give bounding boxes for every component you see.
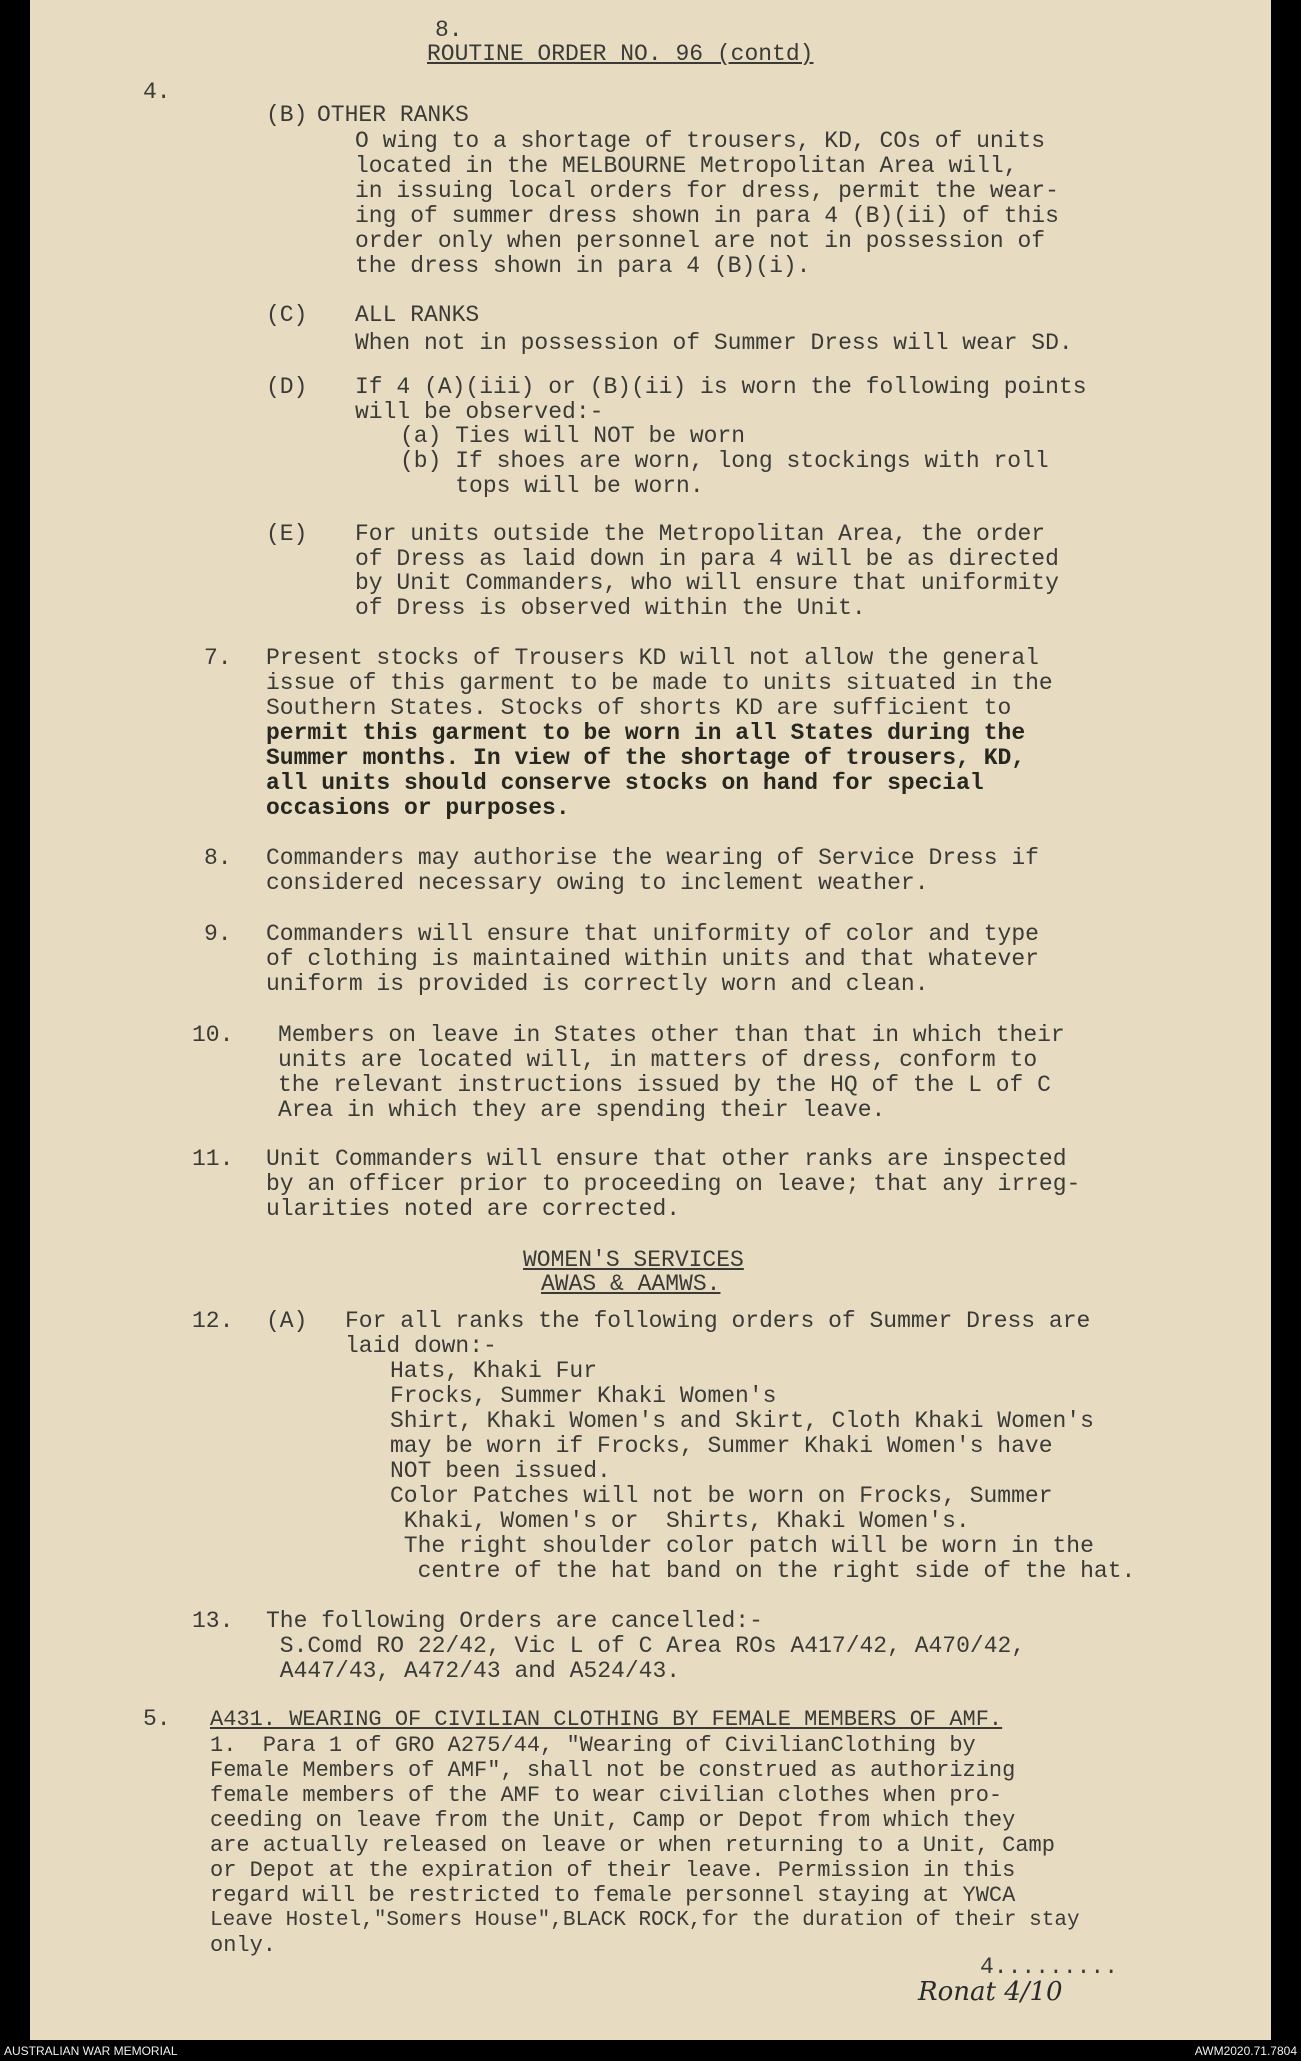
- body-line: or Depot at the expiration of their leave. Permission in this: [210, 1858, 1016, 1883]
- body-line: female members of the AMF to wear civilian clothes when pro-: [210, 1783, 1003, 1808]
- body-line: will be observed:-: [355, 399, 604, 425]
- body-line: Members on leave in States other than that in which their: [278, 1022, 1065, 1048]
- list-item: The right shoulder color patch will be worn in the: [390, 1533, 1094, 1559]
- body-line: permit this garment to be worn in all States during the: [266, 720, 1026, 746]
- body-line: S.Comd RO 22/42, Vic L of C Area ROs A417/42, A470/42,: [266, 1633, 1026, 1659]
- handwritten-annotation: Ronat 4/10: [918, 1977, 1063, 2007]
- body-line: order only when personnel are not in possession of: [355, 228, 1046, 254]
- list-item: (b) If shoes are worn, long stockings with roll: [400, 448, 1049, 474]
- list-item: NOT been issued.: [390, 1458, 611, 1484]
- list-item: centre of the hat band on the right side of the hat.: [390, 1558, 1136, 1584]
- body-line: 1. Para 1 of GRO A275/44, "Wearing of CivilianClothing by: [210, 1733, 976, 1758]
- body-line: Female Members of AMF", shall not be construed as authorizing: [210, 1758, 1016, 1783]
- body-line: by Unit Commanders, who will ensure that uniformity: [355, 570, 1059, 596]
- body-line: of Dress is observed within the Unit.: [355, 595, 866, 621]
- body-line: the relevant instructions issued by the HQ of the L of C: [278, 1072, 1051, 1098]
- body-line: O wing to a shortage of trousers, KD, COs of units: [355, 128, 1046, 154]
- section-number: 9.: [204, 921, 232, 947]
- body-line: considered necessary owing to inclement weather.: [266, 870, 929, 896]
- body-line: only.: [210, 1933, 277, 1958]
- section-number: 12.: [192, 1308, 234, 1334]
- body-line: Commanders may authorise the wearing of Service Dress if: [266, 845, 1039, 871]
- list-item: tops will be worn.: [400, 473, 704, 499]
- body-line: For all ranks the following orders of Summer Dress are: [345, 1308, 1091, 1334]
- body-line: Present stocks of Trousers KD will not allow the general: [266, 645, 1039, 671]
- body-line: laid down:-: [345, 1333, 497, 1359]
- subsection-label: (B): [266, 102, 308, 128]
- body-line: of Dress as laid down in para 4 will be as directed: [355, 546, 1059, 572]
- body-line: Commanders will ensure that uniformity of color and type: [266, 921, 1039, 947]
- section-heading: WOMEN'S SERVICES: [523, 1247, 744, 1273]
- subsection-label: (D): [266, 374, 308, 400]
- body-line: Leave Hostel,"Somers House",BLACK ROCK,for the duration of their stay: [210, 1909, 1080, 1932]
- section-number: 11.: [192, 1146, 234, 1172]
- subsection-heading: ALL RANKS: [355, 302, 480, 328]
- section-number: 5.: [143, 1706, 171, 1732]
- list-item: may be worn if Frocks, Summer Khaki Women's have: [390, 1433, 1053, 1459]
- list-item: Hats, Khaki Fur: [390, 1358, 598, 1384]
- body-line: all units should conserve stocks on hand for special: [266, 770, 984, 796]
- body-line: Unit Commanders will ensure that other ranks are inspected: [266, 1146, 1067, 1172]
- body-line: For units outside the Metropolitan Area, the order: [355, 521, 1046, 547]
- page-number: 8.: [435, 17, 463, 43]
- section-number: 4.: [143, 79, 171, 105]
- section-heading: AWAS & AAMWS.: [541, 1271, 721, 1297]
- body-line: regard will be restricted to female personnel staying at YWCA: [210, 1883, 1016, 1908]
- list-item: Khaki, Women's or Shirts, Khaki Women's.: [390, 1508, 970, 1534]
- body-line: of clothing is maintained within units and that whatever: [266, 946, 1039, 972]
- section-number: 7.: [204, 645, 232, 671]
- body-line: issue of this garment to be made to units situated in the: [266, 670, 1053, 696]
- footer-credit: AUSTRALIAN WAR MEMORIAL: [4, 2044, 178, 2058]
- body-line: ceeding on leave from the Unit, Camp or Depot from which they: [210, 1808, 1016, 1833]
- body-line: Southern States. Stocks of shorts KD are sufficient to: [266, 695, 1012, 721]
- subsection-label: (E): [266, 521, 308, 547]
- list-item: Shirt, Khaki Women's and Skirt, Cloth Khaki Women's: [390, 1408, 1094, 1434]
- body-line: occasions or purposes.: [266, 795, 570, 821]
- body-line: The following Orders are cancelled:-: [266, 1608, 763, 1634]
- section-heading: A431. WEARING OF CIVILIAN CLOTHING BY FEMALE MEMBERS OF AMF.: [210, 1707, 1003, 1732]
- body-line: uniform is provided is correctly worn and clean.: [266, 971, 929, 997]
- body-line: ularities noted are corrected.: [266, 1196, 681, 1222]
- body-line: If 4 (A)(iii) or (B)(ii) is worn the following points: [355, 374, 1087, 400]
- body-line: by an officer prior to proceeding on leave; that any irreg-: [266, 1171, 1081, 1197]
- document-page: [30, 0, 1271, 2040]
- section-number: 10.: [192, 1022, 234, 1048]
- subsection-label: (A): [266, 1308, 308, 1334]
- body-line: ing of summer dress shown in para 4 (B)(ii) of this: [355, 203, 1059, 229]
- section-number: 8.: [204, 845, 232, 871]
- body-line: Area in which they are spending their leave.: [278, 1097, 886, 1123]
- body-line: located in the MELBOURNE Metropolitan Area will,: [355, 153, 1018, 179]
- body-line: the dress shown in para 4 (B)(i).: [355, 253, 811, 279]
- page-title: ROUTINE ORDER NO. 96 (contd): [427, 41, 814, 67]
- subsection-heading: OTHER RANKS: [317, 102, 469, 128]
- body-line: When not in possession of Summer Dress will wear SD.: [355, 330, 1073, 356]
- section-number: 13.: [192, 1608, 234, 1634]
- body-line: units are located will, in matters of dress, conform to: [278, 1047, 1038, 1073]
- body-line: Summer months. In view of the shortage of trousers, KD,: [266, 745, 1026, 771]
- body-line: are actually released on leave or when returning to a Unit, Camp: [210, 1833, 1055, 1858]
- list-item: Frocks, Summer Khaki Women's: [390, 1383, 777, 1409]
- body-line: in issuing local orders for dress, permit the wear-: [355, 178, 1059, 204]
- continuation-marker: 4.........: [980, 1954, 1119, 1980]
- list-item: Color Patches will not be worn on Frocks, Summer: [390, 1483, 1053, 1509]
- subsection-label: (C): [266, 302, 308, 328]
- body-line: A447/43, A472/43 and A524/43.: [266, 1658, 681, 1684]
- list-item: (a) Ties will NOT be worn: [400, 423, 746, 449]
- footer-accession-number: AWM2020.71.7804: [1194, 2044, 1297, 2058]
